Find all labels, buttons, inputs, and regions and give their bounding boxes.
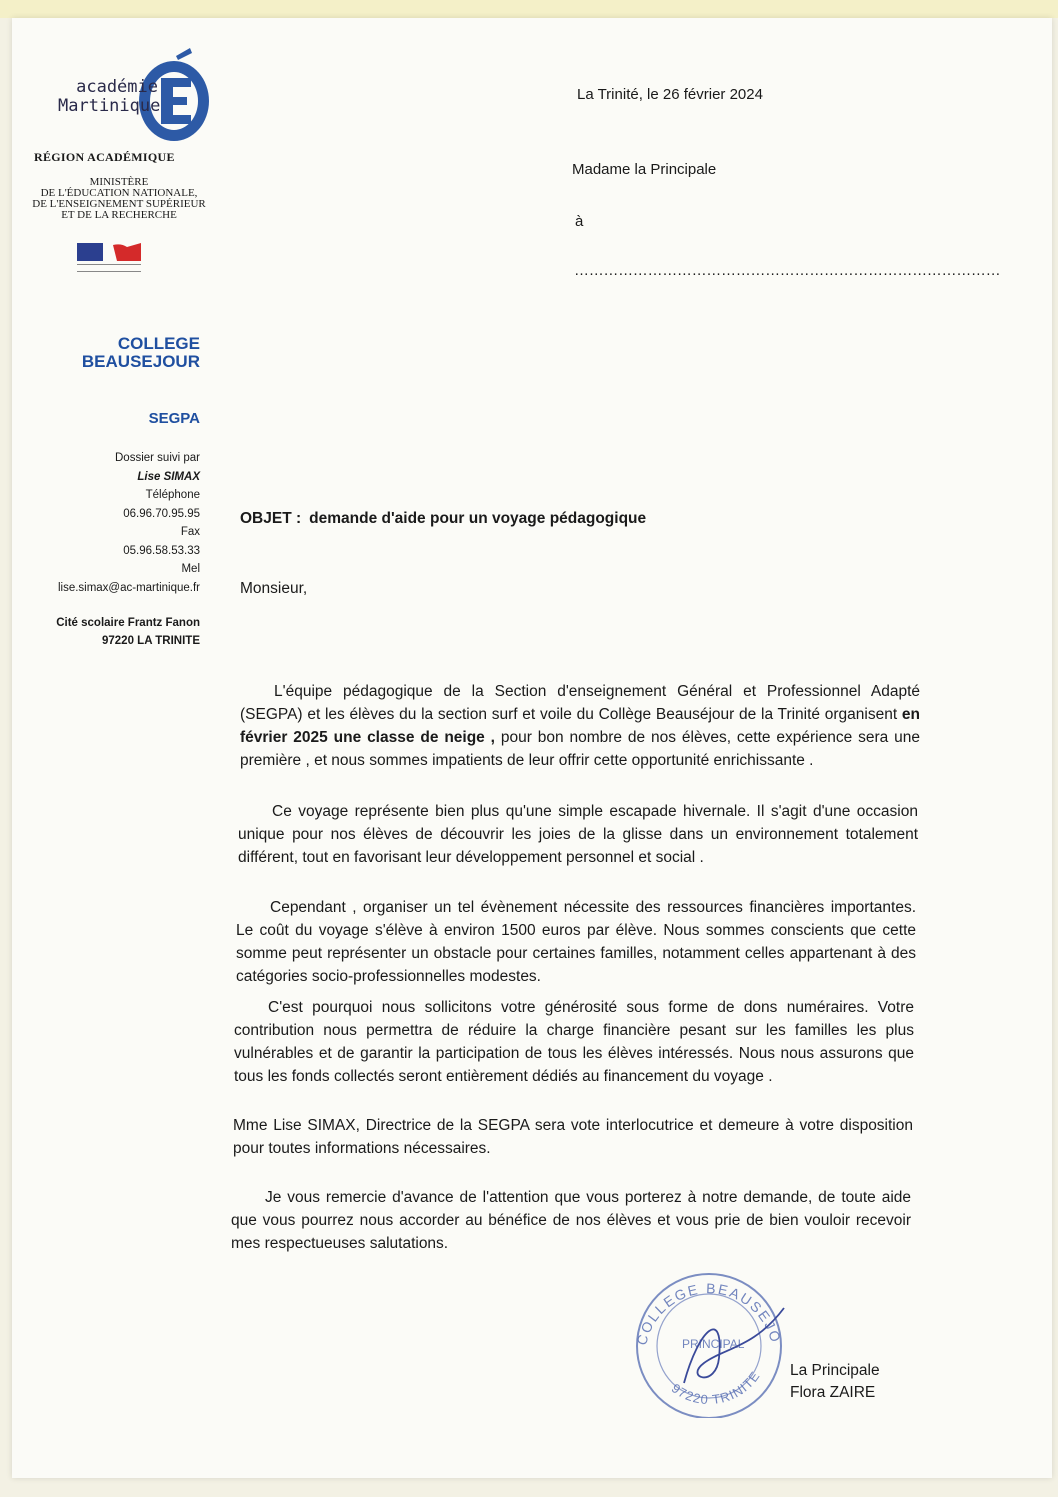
paragraph-5: [233, 1114, 913, 1160]
region-label: RÉGION ACADÉMIQUE: [34, 150, 175, 164]
stamp-ring-text: COLLEGE BEAUSEJO: [633, 1280, 785, 1347]
paragraph-1: [240, 680, 920, 772]
paragraph-4: [234, 996, 914, 1088]
fax-label: Fax: [180, 526, 200, 538]
ministry-line: MINISTÈRE: [89, 176, 149, 188]
recipient-blank-line: ……………………………………………………………………………: [574, 262, 1001, 279]
scan-top-band: [0, 0, 1058, 18]
signer-title: La Principale: [790, 1362, 880, 1379]
college-name: [40, 335, 200, 371]
logo-line-1: académie: [76, 77, 158, 97]
sender-address: [20, 614, 200, 650]
svg-text:97220 TRINITE: [669, 1368, 763, 1407]
signature-block: [790, 1360, 880, 1404]
academie-logo: [58, 48, 218, 148]
mail-address: lise.simax@ac-martinique.fr: [57, 581, 200, 594]
college-name-line-1: COLLEGE: [117, 334, 200, 353]
letter-object: [240, 510, 646, 528]
ministry-line: ET DE LA RECHERCHE: [61, 209, 177, 221]
ministry-line: DE L'ENSEIGNEMENT SUPÉRIEUR: [32, 198, 206, 210]
paragraph-1-bold: en février 2025 une classe de neige ,: [240, 706, 920, 746]
paragraph-1-text: L'équipe pédagogique de la Section d'enseignement Général et Professionnel Adapté (SEGPA) et les élèves du la section surf et voile du Collège Beauséjour de la Trinité organisent: [240, 683, 920, 723]
paragraph-1-end: pour bon nombre de nos élèves, cette expérience sera une première , et nous sommes impatients de leur offrir cette opportunité enrichissante .: [240, 729, 920, 769]
paragraph-6: [231, 1186, 911, 1255]
academie-wordmark: [58, 77, 161, 116]
paragraph-2: [238, 800, 918, 869]
college-name-line-2: BEAUSEJOUR: [81, 352, 200, 371]
division-name: SEGPA: [148, 410, 200, 427]
letter-date: La Trinité, le 26 février 2024: [577, 86, 763, 103]
contact-block: [20, 449, 200, 597]
phone-number: 06.96.70.95.95: [123, 507, 200, 520]
logo-line-2: Martinique: [58, 96, 161, 116]
followed-by-name: Lise SIMAX: [137, 470, 200, 483]
paragraph-3: [236, 896, 916, 988]
paragraph-5-text: Mme Lise SIMAX, Directrice de la SEGPA sera vote interlocutrice et demeure à votre disposition pour toutes informations nécessaires.: [233, 1117, 913, 1157]
paragraph-4-text: C'est pourquoi nous sollicitons votre générosité sous forme de dons numéraires. Votre contribution nous permettra de réduire la charge financière pesant sur les familles les plus vulnérables et de garantir la participation de tous les élèves intéressés. Nous nous assurons que tous les fonds collectés seront entièrement dédiés au financement du voyage .: [234, 999, 914, 1085]
mail-label: Mel: [181, 563, 200, 575]
phone-label: Téléphone: [145, 489, 200, 501]
paragraph-2-text: Ce voyage représente bien plus qu'une simple escapade hivernale. Il s'agit d'une occasion unique pour nos élèves de découvrir les joies de la glisse dans un environnement totalement différent, tout en favorisant leur développement personnel et social .: [238, 803, 918, 866]
ministry-block: [24, 177, 214, 221]
signer-name: Flora ZAIRE: [790, 1384, 876, 1401]
paragraph-6-text: Je vous remercie d'avance de l'attention que vous porterez à notre demande, de toute aide que vous pourrez nous accorder au bénéfice de nos élèves et vous prie de bien vouloir recevoir mes respectueuses salutations.: [231, 1189, 911, 1252]
paragraph-3-text: Cependant , organiser un tel évènement nécessite des ressources financières importantes. Le coût du voyage s'élève à environ 1500 euros par élève. Nous sommes conscients que cette somme peut représenter un obstacle pour certaines familles, notamment celles appartenant à des catégories socio-professionnelles modestes.: [236, 899, 916, 985]
ministry-line: DE L'ÉDUCATION NATIONALE,: [40, 187, 198, 199]
fax-number: 05.96.58.53.33: [123, 544, 200, 557]
stamp-center-text: PRINCIPAL: [682, 1337, 745, 1351]
recipient: Madame la Principale: [572, 161, 717, 178]
french-flag-icon: [77, 243, 141, 275]
stamp-seal-icon: [624, 1268, 794, 1418]
recipient-to: à: [575, 213, 584, 230]
object-text: demande d'aide pour un voyage pédagogique: [309, 510, 647, 527]
marianne-flag-logo: [77, 243, 141, 275]
address-line-1: Cité scolaire Frantz Fanon: [56, 617, 200, 629]
object-label: OBJET :: [240, 510, 302, 527]
college-stamp: [624, 1268, 794, 1418]
stamp-bottom-text: 97220 TRINITE: [668, 1368, 763, 1408]
greeting: Monsieur,: [240, 580, 308, 597]
address-line-2: 97220 LA TRINITE: [102, 635, 200, 647]
followed-by-label: Dossier suivi par: [115, 452, 200, 464]
